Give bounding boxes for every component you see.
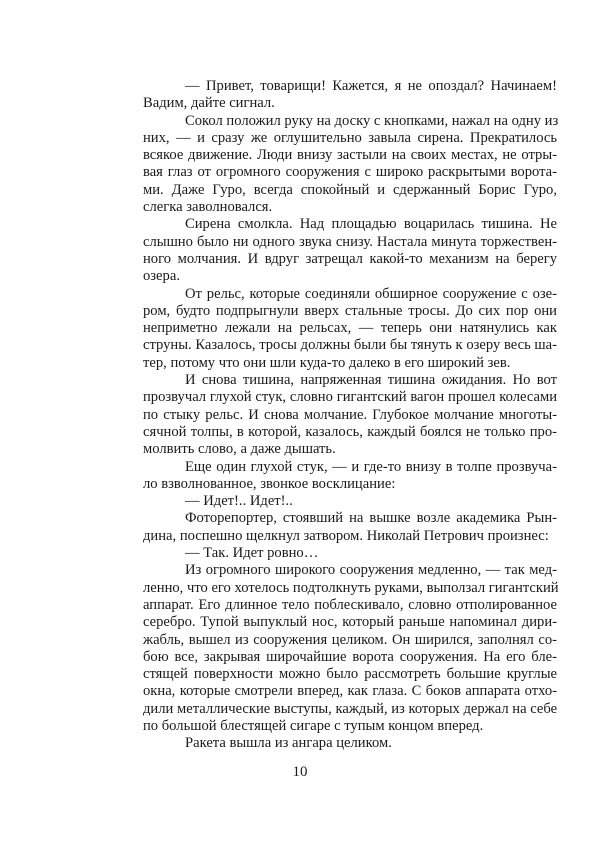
paragraph (143, 545, 557, 562)
text-line: слышно было ни одного звука снизу. Настала минута торжествен- (143, 233, 557, 250)
paragraph (143, 493, 557, 510)
text-line: струны. Казалось, тросы должны были бы тянуть к озеру весь ша- (143, 337, 557, 354)
text-line: стящей поверхности можно было рассмотреть большие круглые (143, 666, 557, 683)
text-line: Из огромного широкого сооружения медленно, — так мед- (185, 562, 557, 579)
text-line: прозвучал глухой стук, словно гигантский вагон прошел колесами (143, 389, 557, 406)
text-line: неприметно лежали на рельсах, — теперь они натянулись как (143, 320, 557, 337)
page-number: 10 (292, 764, 308, 780)
paragraph (143, 286, 557, 372)
text-line: ло взволнованное, звонкое восклицание: (143, 475, 396, 492)
text-line: Фоторепортер, стоявший на вышке возле академика Рын- (185, 510, 557, 527)
text-line: Ракета вышла из ангара целиком. (185, 735, 392, 752)
text-line: по большой блестящей сигаре с тупым концом вперед. (143, 717, 484, 734)
paragraph (143, 113, 557, 217)
text-line: Вадим, дайте сигнал. (143, 95, 275, 112)
text-line: ром, будто подпрыгнули вверх стальные тросы. До сих пор они (143, 302, 557, 319)
text-line: сячной толпы, в которой, казалось, каждый боялся не только про- (143, 423, 557, 440)
text-line: Сокол положил руку на доску с кнопками, нажал на одну из (185, 112, 559, 129)
paragraph (143, 562, 557, 735)
paragraph (143, 216, 557, 285)
book-page-text (143, 78, 557, 753)
paragraph (143, 372, 557, 458)
text-line: озера. (143, 268, 180, 285)
text-line: тер, потому что они шли куда-то далеко в его широкий зев. (143, 354, 511, 371)
paragraph (143, 735, 557, 752)
text-line: слегка заволновался. (143, 199, 273, 216)
text-line: них, — и сразу же оглушительно завыла сирена. Прекратилось (143, 129, 557, 146)
text-line: окна, которые смотрели вперед, как глаза. С боков аппарата отхо- (143, 683, 557, 700)
text-line: От рельс, которые соединяли обширное сооружение с озе- (185, 285, 557, 302)
text-line: жабль, вышел из сооружения целиком. Он ширился, заполнял со- (143, 631, 557, 648)
text-line: всякое движение. Люди внизу застыли на своих местах, не отры- (143, 147, 557, 164)
paragraph (143, 78, 557, 113)
text-line: серебро. Тупой выпуклый нос, который раньше напоминал дири- (143, 614, 557, 631)
text-line: Еще один глухой стук, — и где-то внизу в толпе прозвуча- (185, 458, 557, 475)
text-line: аппарат. Его длинное тело поблескивало, словно отполированное (143, 596, 557, 613)
text-line: дили металлические выступы, каждый, из которых держал на себе (143, 700, 558, 717)
text-line: — Идет!.. Идет!.. (185, 493, 293, 510)
text-line: бою все, закрывая широчайшие ворота сооружения. На его бле- (143, 648, 557, 665)
text-line: И снова тишина, напряженная тишина ожидания. Но вот (185, 372, 557, 389)
text-line: по стыку рельс. И снова молчание. Глубокое молчание многоты- (143, 406, 557, 423)
paragraph (143, 510, 557, 545)
text-line: ного молчания. И вдруг затрещал какой-то механизм на берегу (143, 250, 557, 267)
text-line: молвить слово, а даже дышать. (143, 441, 336, 458)
text-line: дина, поспешно щелкнул затвором. Николай Петрович произнес: (143, 527, 549, 544)
text-line: — Так. Идет ровно… (185, 545, 319, 562)
paragraph (143, 459, 557, 494)
text-line: ми. Даже Гуро, всегда спокойный и сдержанный Борис Гуро, (143, 181, 557, 198)
text-line: — Привет, товарищи! Кажется, я не опоздал? Начинаем! (185, 78, 557, 94)
text-line: Сирена смолкла. Над площадью воцарилась тишина. Не (185, 216, 557, 233)
text-line: вая глаз от огромного сооружения с широко раскрытыми ворота- (143, 164, 557, 181)
text-line: ленно, что его хотелось подтолкнуть руками, выползал гигантский (143, 579, 559, 596)
